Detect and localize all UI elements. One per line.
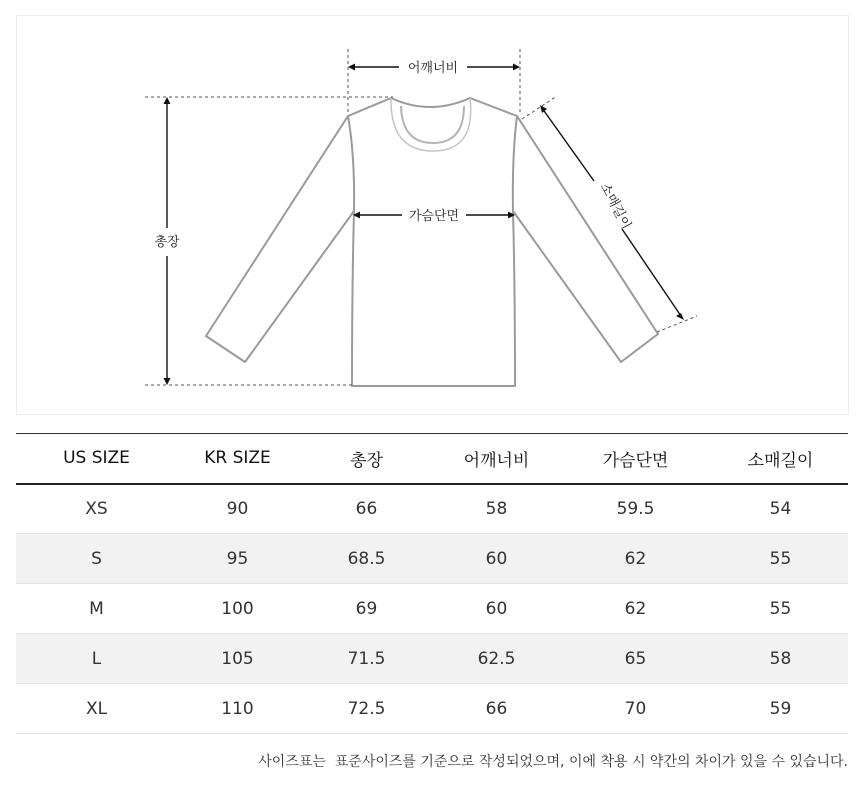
tshirt-shape — [206, 98, 658, 386]
arrowhead-sleeve-bottom — [676, 313, 684, 320]
table-row — [16, 684, 848, 734]
cell-us-size: S — [91, 548, 102, 569]
header-total-length: 총장 — [350, 450, 383, 471]
cell-shoulder-width: 60 — [485, 548, 508, 569]
cell-total-length: 68.5 — [347, 548, 386, 569]
arrowhead-length-bottom — [164, 378, 171, 385]
size-table-header — [16, 434, 848, 484]
size-disclaimer-note: 사이즈표는 표준사이즈를 기준으로 작성되었으며, 이에 착용 시 약간의 차이가 있을 수 있습니다. — [258, 754, 848, 770]
header-us-size: US SIZE — [63, 448, 130, 469]
cell-sleeve-length: 55 — [769, 598, 792, 619]
arrowhead-length-top — [164, 97, 171, 104]
cell-us-size: L — [91, 648, 102, 669]
size-diagram — [16, 15, 849, 415]
cell-kr-size: 90 — [226, 498, 249, 519]
cell-chest-width: 70 — [624, 698, 647, 719]
collar-inner-outline — [401, 106, 464, 143]
size-table — [16, 433, 848, 734]
table-row — [16, 584, 848, 634]
header-chest-width: 가슴단면 — [602, 450, 669, 471]
sleeve-length-label: 소매길이 — [596, 180, 634, 233]
cell-us-size: M — [89, 598, 104, 619]
cell-sleeve-length: 58 — [769, 648, 792, 669]
arrowhead-shoulder-right — [513, 64, 520, 71]
total-length-label: 총장 — [154, 235, 180, 250]
cell-sleeve-length: 54 — [769, 498, 792, 519]
cell-total-length: 66 — [355, 498, 378, 519]
cell-shoulder-width: 62.5 — [477, 648, 516, 669]
sleeve-arrow-top — [542, 108, 594, 181]
cell-shoulder-width: 60 — [485, 598, 508, 619]
cell-us-size: XL — [85, 698, 108, 719]
cell-kr-size: 105 — [221, 648, 254, 669]
cell-total-length: 71.5 — [347, 648, 386, 669]
cell-shoulder-width: 66 — [485, 698, 508, 719]
table-row — [16, 484, 848, 534]
left-sleeve-outline — [206, 116, 354, 362]
cell-us-size: XS — [85, 498, 108, 519]
chest-width-label: 가슴단면 — [408, 209, 460, 224]
header-kr-size: KR SIZE — [204, 448, 271, 469]
arrowhead-shoulder-left — [348, 64, 355, 71]
sleeve-guide-bottom — [657, 316, 697, 332]
cell-total-length: 69 — [355, 598, 378, 619]
cell-kr-size: 110 — [221, 698, 254, 719]
cell-kr-size: 100 — [221, 598, 254, 619]
cell-total-length: 72.5 — [347, 698, 386, 719]
table-row — [16, 534, 848, 584]
cell-sleeve-length: 55 — [769, 548, 792, 569]
header-sleeve-length: 소매길이 — [747, 450, 814, 471]
cell-sleeve-length: 59 — [769, 698, 792, 719]
cell-kr-size: 95 — [226, 548, 249, 569]
header-shoulder-width: 어깨너비 — [463, 450, 530, 471]
measurement-arrows — [167, 67, 681, 382]
header-row — [16, 434, 848, 484]
arrowhead-sleeve-top — [540, 105, 547, 113]
cell-chest-width: 62 — [624, 598, 647, 619]
size-table-body — [16, 484, 848, 734]
sleeve-arrow-bottom — [622, 229, 681, 316]
tshirt-measurement-illustration — [17, 16, 848, 414]
sleeve-guide-top — [522, 96, 557, 119]
cell-shoulder-width: 58 — [485, 498, 508, 519]
arrow-heads — [164, 64, 685, 386]
shoulder-width-label: 어깨너비 — [407, 61, 459, 76]
cell-chest-width: 62 — [624, 548, 647, 569]
table-row — [16, 634, 848, 684]
cell-chest-width: 59.5 — [616, 498, 655, 519]
tshirt-body-outline — [348, 98, 517, 386]
right-sleeve-outline — [513, 116, 658, 362]
cell-chest-width: 65 — [624, 648, 647, 669]
